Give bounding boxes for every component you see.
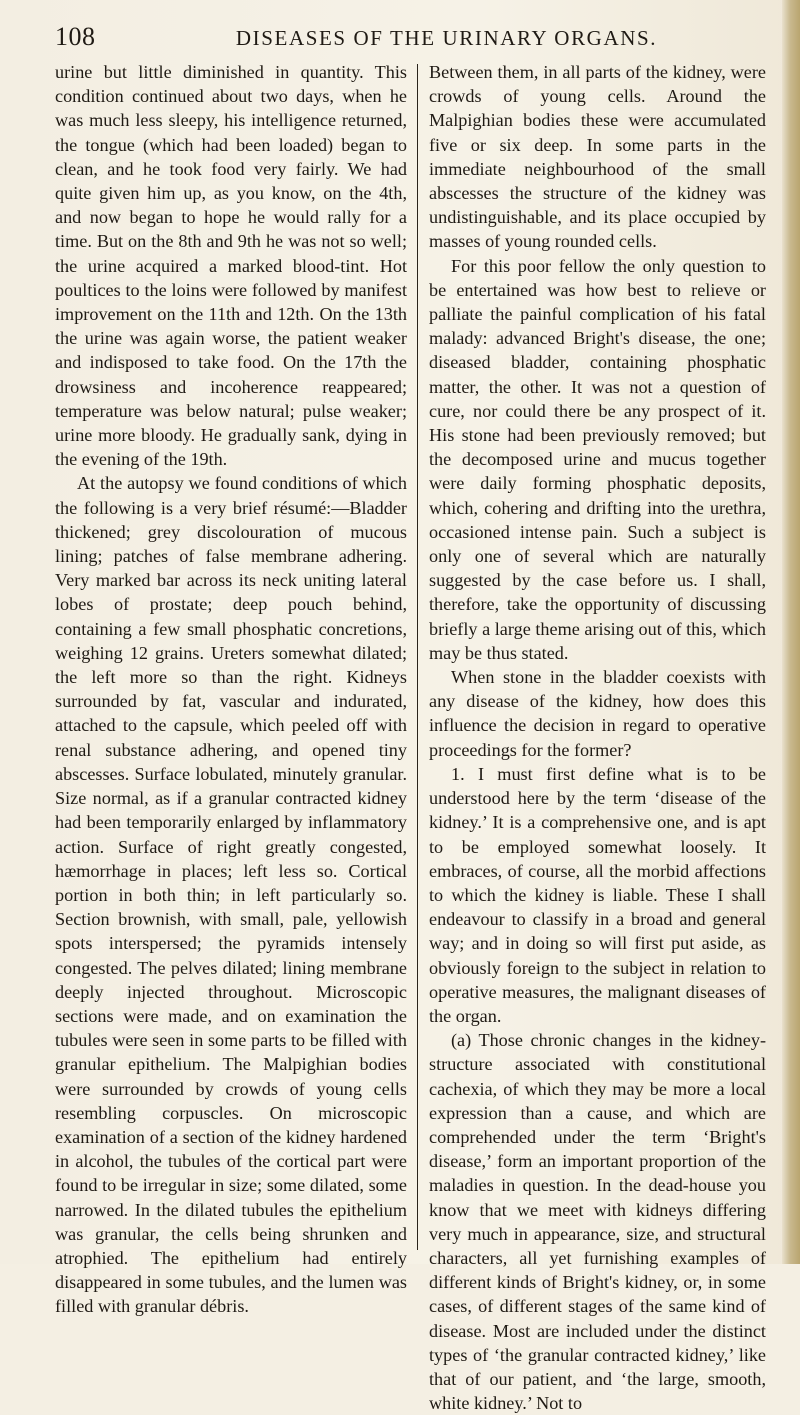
right-paragraph-3: When stone in the bladder coexists with any disease of the kidney, how does this influence the decision in regard to operative proceedings for the former? [429, 667, 766, 760]
left-paragraph-2: At the autopsy we found conditions of which the following is a very brief résumé:—Bladder thickened; grey discolouration of mucous lining; patches of false membrane adhering. Very marked bar across its neck uniting lateral lobes of prostate; deep pouch behind, containing a few small phosphatic concretions, weighing 12 grains. Ureters somewhat dilated; the left more so than the right. Kidneys surrounded by fat, vascular and indurated, attached to the capsule, which peeled off with renal substance adhering, and opened tiny abscesses. Surface lobulated, minutely granular. Size normal, as if a granular contracted kidney had been temporarily enlarged by inflammatory action. Surface of right greatly congested, hæmorrhage in places; left less so. Cortical portion in both thin; in left particularly so. Section brownish, with small, pale, yellowish spots interspersed; the pyramids intensely congested. The pelves dilated; lining membrane deeply injected throughout. Microscopic sections were made, and on examination the tubules were seen in some parts to be filled with granular epithelium. The Malpighian bodies were surrounded by crowds of young cells resembling corpuscles. On microscopic examination of a section of the kidney hardened in alcohol, the tubules of the cortical part were found to be irregular in size; some dilated, some narrowed. In the dilated tubules the epithelium was granular, the cells being shrunken and atrophied. The epithelium had entirely disappeared in some tubules, and the lumen was filled with granular débris. [55, 473, 407, 1317]
right-paragraph-5: (a) Those chronic changes in the kidney-structure associated with constitutional cachexia, of which they may be more a local expression than a cause, and which are comprehended under the term ‘Bright's disease,’ form an important proportion of the maladies in question. In the dead-house you know that we meet with kidneys differing very much in appearance, size, and structural characters, all yet furnishing examples of different kinds of Bright's kidney, or, in some cases, of different stages of the same kind of disease. Most are included under the distinct types of ‘the granular contracted kidney,’ like that of our patient, and ‘the large, smooth, white kidney.’ Not to [429, 1030, 766, 1414]
right-paragraph-1: Between them, in all parts of the kidney, were crowds of young cells. Around the Malpighian bodies these were accumulated five or six deep. In some parts in the immediate neighbourhood of the small abscesses the structure of the kidney was undistinguishable, and its place occupied by masses of young rounded cells. [429, 62, 766, 252]
page-header [55, 22, 763, 56]
right-column [429, 60, 766, 1415]
page-number: 108 [55, 22, 96, 51]
page-edge-shadow [782, 0, 800, 1264]
right-paragraph-2: For this poor fellow the only question to be entertained was how best to relieve or palliate the painful complication of his fatal malady: advanced Bright's disease, the one; diseased bladder, containing phosphatic matter, the other. It was not a question of cure, nor could there be any prospect of it. His stone had been previously removed; but the decomposed urine and mucus together were daily forming phosphatic deposits, which, cohering and drifting into the urethra, occasioned intense pain. Such a subject is only one of several which are naturally suggested by the case before us. I shall, therefore, take the opportunity of discussing briefly a large theme arising out of this, which may be thus stated. [429, 255, 766, 663]
column-rule [417, 64, 418, 1250]
running-head: DISEASES OF THE URINARY ORGANS. [235, 26, 658, 50]
left-paragraph-1: urine but little diminished in quantity. This condition continued about two days, when he was much less sleepy, his intelligence returned, the tongue (which had been loaded) began to clean, and he took food very fairly. We had quite given him up, as you know, on the 4th, and now began to hope he would rally for a time. But on the 8th and 9th he was not so well; the urine acquired a marked blood-tint. Hot poultices to the loins were followed by manifest improvement on the 11th and 12th. On the 13th the urine was again worse, the patient weaker and indisposed to take food. On the 17th the drowsiness and incoherence reappeared; temperature was below natural; pulse weaker; urine more bloody. He gradually sank, dying in the evening of the 19th. [55, 62, 407, 470]
right-paragraph-4: 1. I must first define what is to be understood here by the term ‘disease of the kidney.’ It is a comprehensive one, and is apt to be employed somewhat loosely. It embraces, of course, all the morbid affections to which the kidney is liable. These I shall endeavour to classify in a broad and general way; and in doing so will first put aside, as obviously foreign to the subject in relation to operative measures, the malignant diseases of the organ. [429, 763, 766, 1026]
left-column [55, 60, 407, 1319]
